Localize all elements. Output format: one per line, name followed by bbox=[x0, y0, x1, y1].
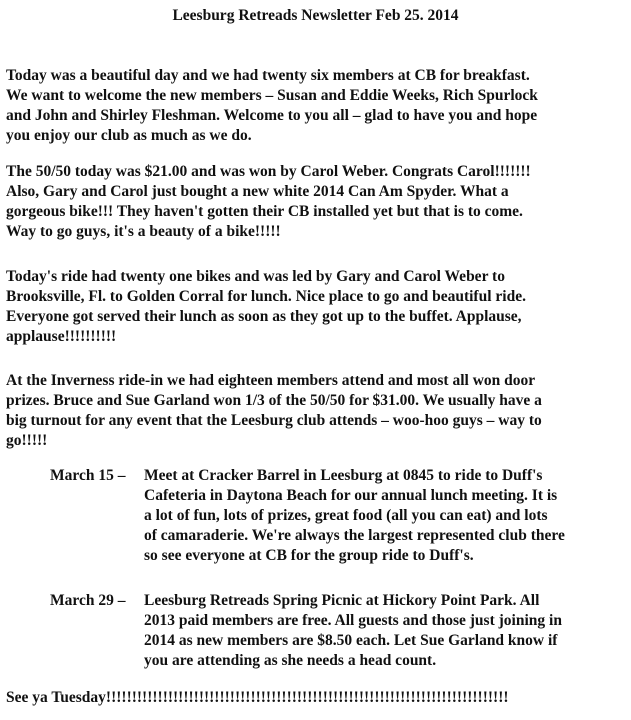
paragraph-line: Today was a beautiful day and we had twenty six members at CB for breakfast. bbox=[6, 67, 530, 84]
event-line: so see everyone at CB for the group ride to Duff's. bbox=[144, 547, 474, 564]
event-date: March 15 – bbox=[50, 467, 126, 484]
event-line: 2014 as new members are $8.50 each. Let Sue Garland know if bbox=[144, 632, 558, 649]
paragraph-ride bbox=[6, 267, 628, 347]
event-line: Meet at Cracker Barrel in Leesburg at 0845 to ride to Duff's bbox=[144, 467, 543, 484]
paragraph-line: go!!!!! bbox=[6, 432, 48, 449]
event-description bbox=[144, 591, 562, 671]
paragraph-line: The 50/50 today was $21.00 and was won by Carol Weber. Congrats Carol!!!!!!! bbox=[6, 163, 531, 180]
paragraph-line: We want to welcome the new members – Susan and Eddie Weeks, Rich Spurlock bbox=[6, 87, 538, 104]
event-date: March 29 – bbox=[50, 592, 126, 609]
paragraph-fifty-fifty bbox=[6, 162, 628, 242]
event-line: a lot of fun, lots of prizes, great food (all you can eat) and lots bbox=[144, 507, 548, 524]
paragraph-line: Today's ride had twenty one bikes and was led by Gary and Carol Weber to bbox=[6, 268, 505, 285]
event-description bbox=[144, 466, 565, 566]
paragraph-welcome bbox=[6, 66, 628, 146]
event-line: Cafeteria in Daytona Beach for our annual lunch meeting. It is bbox=[144, 487, 558, 504]
paragraph-line: Brooksville, Fl. to Golden Corral for lunch. Nice place to go and beautiful ride. bbox=[6, 288, 526, 305]
paragraph-line: you enjoy our club as much as we do. bbox=[6, 127, 252, 144]
paragraph-line: gorgeous bike!!! They haven't gotten their CB installed yet but that is to come. bbox=[6, 203, 523, 220]
paragraph-line: and John and Shirley Fleshman. Welcome to you all – glad to have you and hope bbox=[6, 107, 538, 124]
paragraph-inverness bbox=[6, 371, 628, 451]
closing-line: See ya Tuesday!!!!!!!!!!!!!!!!!!!!!!!!!!!!!!!!!!!!!!!!!!!!!!!!!!!!!!!!!!!!!!!!!!!!!!!!!!!!!! bbox=[6, 689, 509, 706]
paragraph-line: prizes. Bruce and Sue Garland won 1/3 of the 50/50 for $31.00. We usually have a bbox=[6, 392, 542, 409]
paragraph-line: Also, Gary and Carol just bought a new white 2014 Can Am Spyder. What a bbox=[6, 183, 509, 200]
paragraph-line: At the Inverness ride-in we had eighteen members attend and most all won door bbox=[6, 372, 536, 389]
paragraph-line: applause!!!!!!!!!! bbox=[6, 328, 117, 345]
event-line: Leesburg Retreads Spring Picnic at Hickory Point Park. All bbox=[144, 592, 540, 609]
event-line: of camaraderie. We're always the largest represented club there bbox=[144, 527, 565, 544]
paragraph-line: Everyone got served their lunch as soon as they got up to the buffet. Applause, bbox=[6, 308, 522, 325]
event-line: you are attending as she needs a head count. bbox=[144, 652, 437, 669]
newsletter-title: Leesburg Retreads Newsletter Feb 25. 2014 bbox=[172, 7, 459, 24]
event-line: 2013 paid members are free. All guests and those just joining in bbox=[144, 612, 562, 629]
paragraph-line: Way to go guys, it's a beauty of a bike!!!!! bbox=[6, 223, 281, 240]
paragraph-line: big turnout for any event that the Leesburg club attends – woo-hoo guys – way to bbox=[6, 412, 542, 429]
